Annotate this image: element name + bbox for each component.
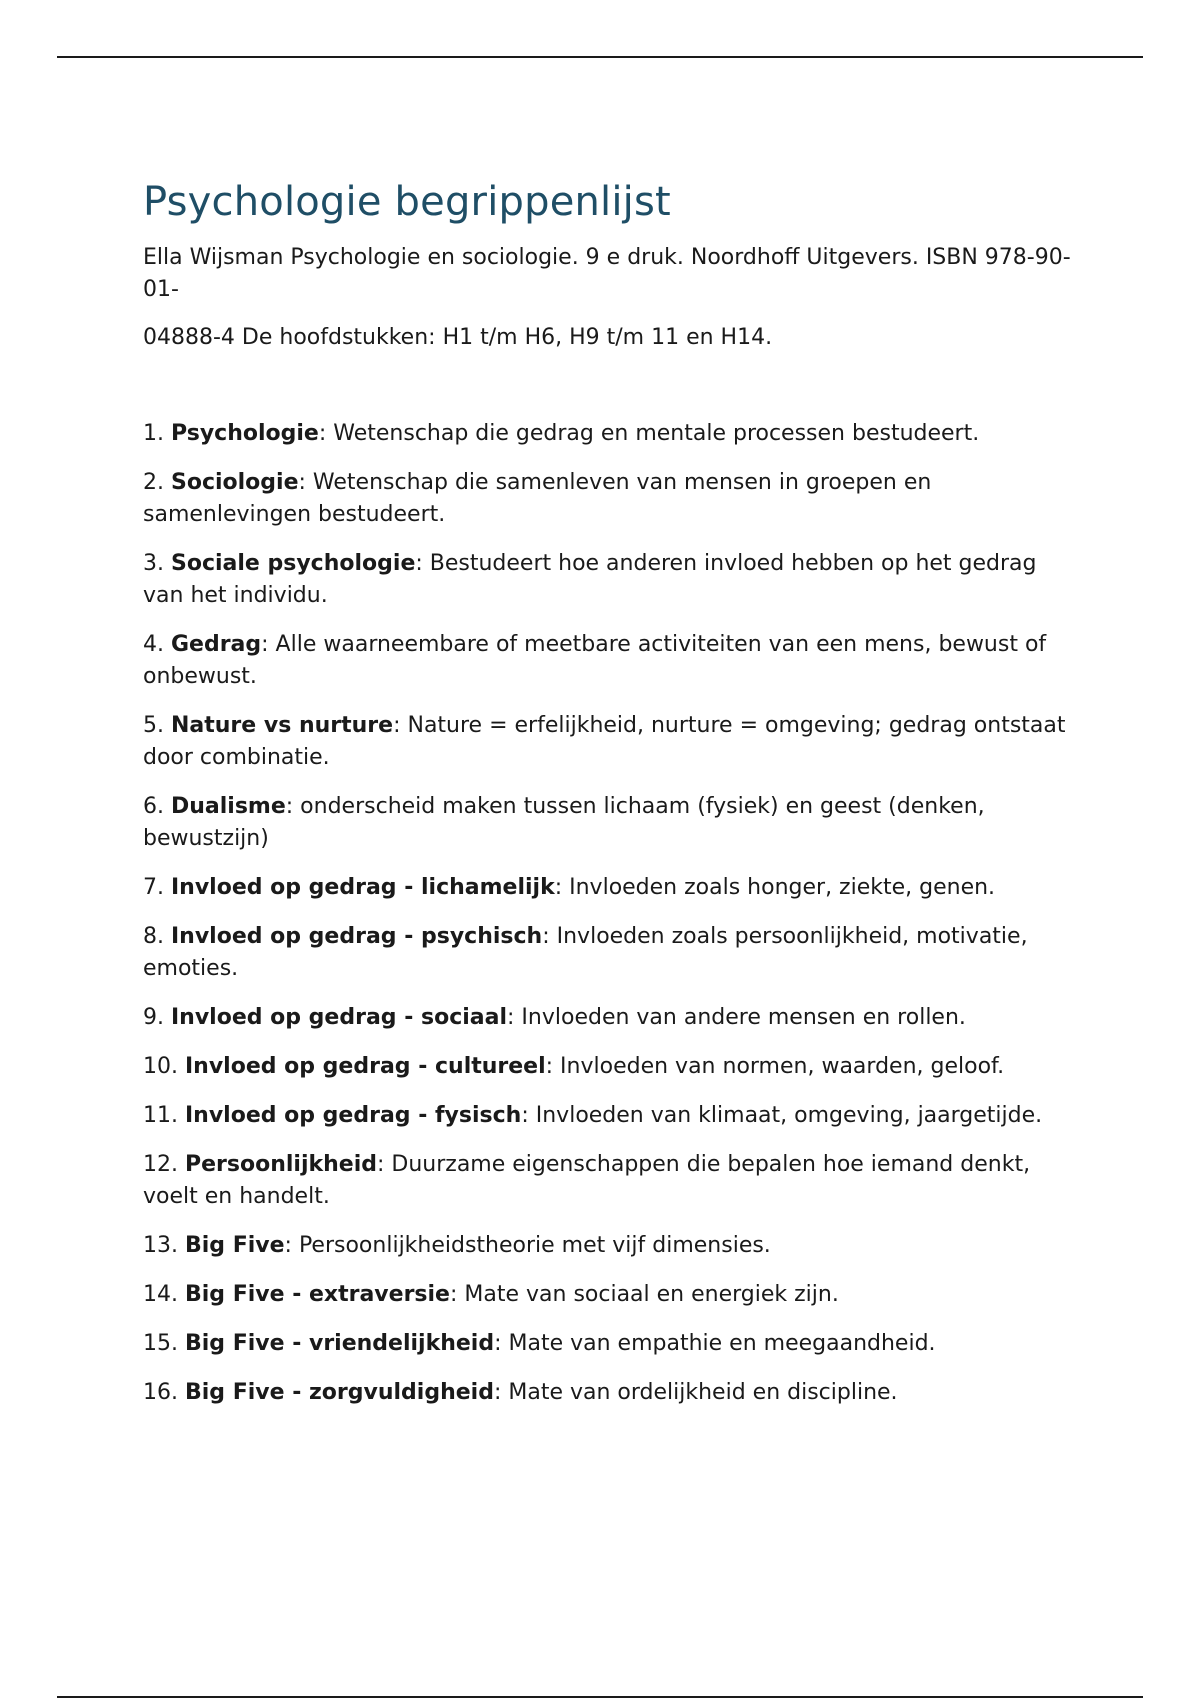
term-name: Psychologie	[170, 421, 319, 446]
term-item	[143, 710, 1073, 774]
term-item	[143, 921, 1073, 985]
term-item	[143, 467, 1073, 531]
term-definition: : Duurzame eigenschappen die bepalen hoe iemand denkt, voelt en handelt.	[143, 1152, 1031, 1209]
intro-reference: Ella Wijsman Psychologie en sociologie. 9 e druk. Noordhoff Uitgevers. ISBN 978-90-01-	[143, 245, 1071, 302]
term-number: 15.	[143, 1331, 185, 1356]
term-definition: : Invloeden van klimaat, omgeving, jaargetijde.	[521, 1103, 1043, 1128]
term-name: Nature vs nurture	[170, 713, 394, 738]
term-name: Big Five - zorgvuldigheid	[184, 1380, 494, 1405]
term-item	[143, 629, 1073, 693]
term-number: 10.	[143, 1054, 185, 1079]
terms-list	[143, 418, 1073, 1409]
term-number: 3.	[143, 551, 171, 576]
term-item	[143, 1002, 1073, 1034]
term-number: 11.	[143, 1103, 185, 1128]
term-number: 14.	[143, 1282, 185, 1307]
term-item	[143, 1377, 1073, 1409]
term-item	[143, 1230, 1073, 1262]
term-name: Gedrag	[170, 632, 262, 657]
term-definition: : Wetenschap die gedrag en mentale processen bestudeert.	[318, 421, 980, 446]
term-item	[143, 418, 1073, 450]
term-name: Dualisme	[170, 794, 286, 819]
term-definition: : Invloeden van normen, waarden, geloof.	[545, 1054, 1005, 1079]
term-definition: : Persoonlijkheidstheorie met vijf dimensies.	[284, 1233, 771, 1258]
term-name: Big Five - vriendelijkheid	[184, 1331, 495, 1356]
bottom-rule	[57, 1696, 1143, 1698]
term-definition: : Alle waarneembare of meetbare activiteiten van een mens, bewust of onbewust.	[143, 632, 1047, 689]
term-number: 4.	[143, 632, 171, 657]
term-item	[143, 1328, 1073, 1360]
term-item	[143, 1279, 1073, 1311]
term-definition: : Mate van empathie en meegaandheid.	[494, 1331, 936, 1356]
term-name: Big Five - extraversie	[184, 1282, 450, 1307]
term-definition: : Wetenschap die samenleven van mensen in groepen en samenlevingen bestudeert.	[143, 470, 932, 527]
term-name: Big Five	[184, 1233, 285, 1258]
term-definition: : Invloeden zoals persoonlijkheid, motivatie, emoties.	[143, 924, 1028, 981]
term-name: Sociologie	[170, 470, 299, 495]
term-number: 9.	[143, 1005, 171, 1030]
term-number: 16.	[143, 1380, 185, 1405]
term-definition: : Mate van ordelijkheid en discipline.	[493, 1380, 898, 1405]
term-number: 6.	[143, 794, 171, 819]
term-name: Invloed op gedrag - lichamelijk	[170, 875, 555, 900]
top-rule	[57, 56, 1143, 58]
term-item	[143, 548, 1073, 612]
intro-chapters: 04888-4 De hoofdstukken: H1 t/m H6, H9 t/m 11 en H14.	[143, 325, 773, 350]
page-title: Psychologie begrippenlijst	[143, 179, 671, 225]
term-item	[143, 791, 1073, 855]
term-number: 7.	[143, 875, 171, 900]
term-item	[143, 1149, 1073, 1213]
term-item	[143, 1100, 1073, 1132]
term-number: 2.	[143, 470, 171, 495]
document-body	[143, 176, 1073, 1426]
term-name: Invloed op gedrag - psychisch	[170, 924, 543, 949]
term-definition: : Bestudeert hoe anderen invloed hebben op het gedrag van het individu.	[143, 551, 1037, 608]
term-definition: : Nature = erfelijkheid, nurture = omgeving; gedrag ontstaat door combinatie.	[143, 713, 1066, 770]
term-item	[143, 1051, 1073, 1083]
term-number: 12.	[143, 1152, 185, 1177]
term-definition: : onderscheid maken tussen lichaam (fysiek) en geest (denken, bewustzijn)	[143, 794, 985, 851]
term-name: Invloed op gedrag - cultureel	[184, 1054, 546, 1079]
term-name: Persoonlijkheid	[184, 1152, 377, 1177]
term-number: 13.	[143, 1233, 185, 1258]
term-definition: : Mate van sociaal en energiek zijn.	[449, 1282, 839, 1307]
term-number: 5.	[143, 713, 171, 738]
term-name: Invloed op gedrag - sociaal	[170, 1005, 508, 1030]
term-name: Sociale psychologie	[170, 551, 416, 576]
term-definition: : Invloeden zoals honger, ziekte, genen.	[554, 875, 996, 900]
term-number: 8.	[143, 924, 171, 949]
term-name: Invloed op gedrag - fysisch	[184, 1103, 522, 1128]
term-item	[143, 872, 1073, 904]
term-number: 1.	[143, 421, 171, 446]
term-definition: : Invloeden van andere mensen en rollen.	[507, 1005, 966, 1030]
